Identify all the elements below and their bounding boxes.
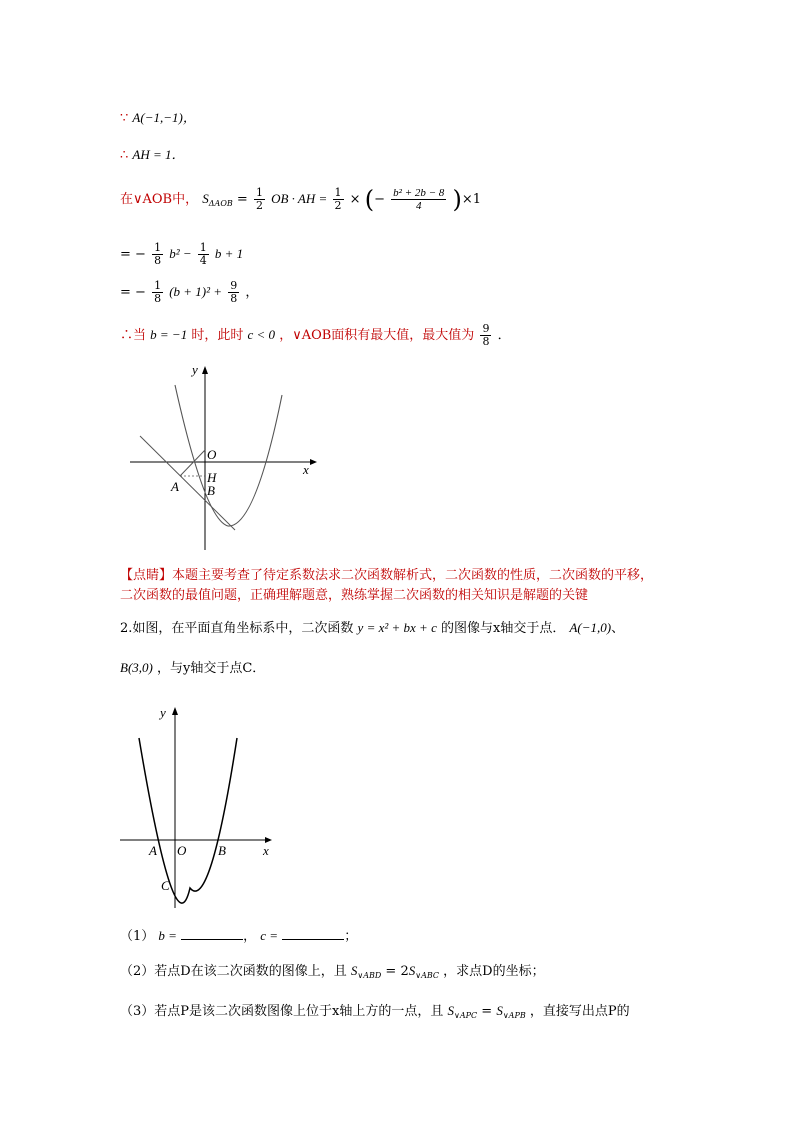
area-subscript: ∨APC: [454, 1011, 478, 1020]
denominator: 2: [334, 199, 342, 212]
label-o: O: [207, 447, 217, 462]
label-a: A: [171, 479, 179, 494]
q2-part-3: [120, 1003, 630, 1024]
area-symbol: S: [350, 963, 358, 978]
denominator: 8: [154, 254, 162, 267]
solution-line-3: [120, 184, 481, 219]
therefore-when: ∴当: [120, 328, 147, 343]
denominator: 8: [482, 335, 490, 348]
area-symbol: S: [202, 191, 209, 206]
numerator: b² + 2b − 8: [393, 187, 445, 199]
figure-2-graph: [115, 703, 285, 910]
label-a: A: [149, 843, 157, 858]
part-1-label: （1）: [120, 929, 155, 944]
denominator: 8: [230, 292, 238, 305]
at-this-time: 时，此时: [191, 328, 244, 343]
b-squared-term: b² −: [169, 246, 192, 261]
figure-1-graph: [125, 360, 325, 555]
numerator: 1: [154, 241, 162, 254]
max-area-text: ，∨AOB面积有最大值，最大值为: [279, 328, 475, 343]
comma: ，: [243, 929, 257, 944]
c-condition: c < 0: [247, 327, 276, 342]
times-sign: ×: [349, 192, 361, 207]
fraction-1-8: [152, 242, 163, 267]
line-ab: [140, 436, 235, 530]
point-b: B(3,0): [120, 660, 153, 675]
vertex-form-term: (b + 1)² +: [169, 284, 223, 299]
times-one: ×1: [461, 192, 481, 207]
solution-line-6: [120, 320, 511, 351]
q2-intro: [120, 620, 624, 637]
q2-part-2: [120, 963, 545, 984]
b-value: b = −1: [150, 327, 188, 342]
solution-line-4: [120, 240, 243, 269]
part-2-text-2: ，求点D的坐标；: [443, 964, 545, 979]
solution-line-2: [120, 147, 185, 164]
x-axis-arrow-icon: [310, 459, 317, 465]
fraction-1-8: [152, 280, 163, 305]
fraction-half-1: [254, 187, 265, 212]
equals-minus: = −: [120, 285, 146, 300]
q2-intro-text-2: 的图像与x轴交于点．: [440, 621, 566, 636]
label-b: B: [207, 483, 215, 498]
c-equals: c =: [260, 928, 279, 943]
numerator: 1: [154, 279, 162, 292]
label-y: y: [160, 705, 166, 720]
point-a-expr: A(−1,−1)，: [132, 110, 196, 125]
numerator: 1: [199, 241, 207, 254]
separator: 、: [611, 621, 625, 636]
area-symbol: S: [447, 1003, 454, 1018]
label-x: x: [303, 462, 309, 477]
numerator: 9: [230, 279, 238, 292]
therefore-symbol: ∴: [120, 148, 129, 163]
label-o: O: [177, 843, 187, 858]
area-subscript: ∨APB: [502, 1011, 526, 1020]
denominator: 8: [154, 292, 162, 305]
label-b: B: [218, 843, 226, 858]
comment-line-2: 二次函数的最值问题，正确理解题意，熟练掌握二次函数的相关知识是解题的关键: [120, 588, 589, 603]
part-3-text-2: ，直接写出点P的: [529, 1004, 630, 1019]
point-a: A(−1,0): [569, 620, 612, 635]
numerator: 1: [334, 186, 342, 199]
denominator: 4: [199, 254, 207, 267]
y-axis-arrow-icon: [172, 707, 178, 715]
area-subscript: ∨ABD: [357, 971, 382, 980]
numerator: 1: [255, 186, 263, 199]
fraction-9-8-max: [480, 323, 491, 348]
q2-intro-text: 2.如图，在平面直角坐标系中，二次函数: [120, 621, 354, 636]
ob-ah-text: OB · AH =: [271, 191, 331, 206]
quadratic-equation: y = x² + bx + c: [357, 620, 437, 635]
because-symbol: ∵: [120, 111, 129, 126]
area-subscript: ΔAOB: [208, 199, 233, 208]
equals: =: [236, 192, 252, 207]
equals-two: = 2: [381, 964, 409, 979]
q2-line-2: [120, 660, 265, 677]
part-2-text: （2）若点D在该二次函数的图像上，且: [120, 964, 347, 979]
fraction-half-2: [333, 187, 344, 212]
in-triangle-text: 在∨AOB中，: [120, 192, 199, 207]
fraction-b-expr: [391, 187, 446, 212]
area-symbol: S: [408, 963, 416, 978]
b-plus-one: b + 1: [214, 246, 244, 261]
parabola-curve: [175, 385, 282, 526]
solution-line-1: [120, 110, 196, 127]
equals: =: [477, 1004, 497, 1019]
minus-sign: −: [374, 192, 385, 207]
label-c: C: [161, 878, 170, 893]
denominator: 4: [415, 200, 422, 212]
numerator: 9: [482, 322, 490, 335]
solution-line-5: [120, 278, 258, 307]
comment-line-1: 【点睛】本题主要考查了待定系数法求二次函数解析式，二次函数的性质，二次函数的平移，: [120, 568, 654, 583]
comma: ，: [245, 285, 259, 300]
ah-expr: AH = 1．: [132, 147, 185, 162]
part-3-text: （3）若点P是该二次函数图像上位于x轴上方的一点，且: [120, 1004, 444, 1019]
answer-blank-b[interactable]: [181, 927, 243, 940]
label-x: x: [263, 843, 269, 858]
fraction-1-4: [198, 242, 209, 267]
label-y: y: [192, 362, 198, 377]
label-h: H: [207, 470, 217, 485]
b-equals: b =: [158, 928, 177, 943]
answer-blank-c[interactable]: [282, 927, 344, 940]
right-paren: ): [452, 185, 462, 214]
equals-minus: = −: [120, 247, 146, 262]
q2-part-1: [120, 927, 357, 945]
denominator: 2: [255, 199, 263, 212]
q2-line-2-text: ，与y轴交于点C．: [157, 661, 266, 676]
period: ．: [497, 328, 511, 343]
fraction-9-8: [228, 280, 239, 305]
area-subscript: ∨ABC: [415, 971, 439, 980]
y-axis-arrow-icon: [202, 366, 208, 374]
left-paren: (: [364, 185, 375, 214]
semicolon: ；: [344, 929, 358, 944]
area-symbol: S: [496, 1003, 503, 1018]
parabola-curve: [139, 738, 237, 903]
